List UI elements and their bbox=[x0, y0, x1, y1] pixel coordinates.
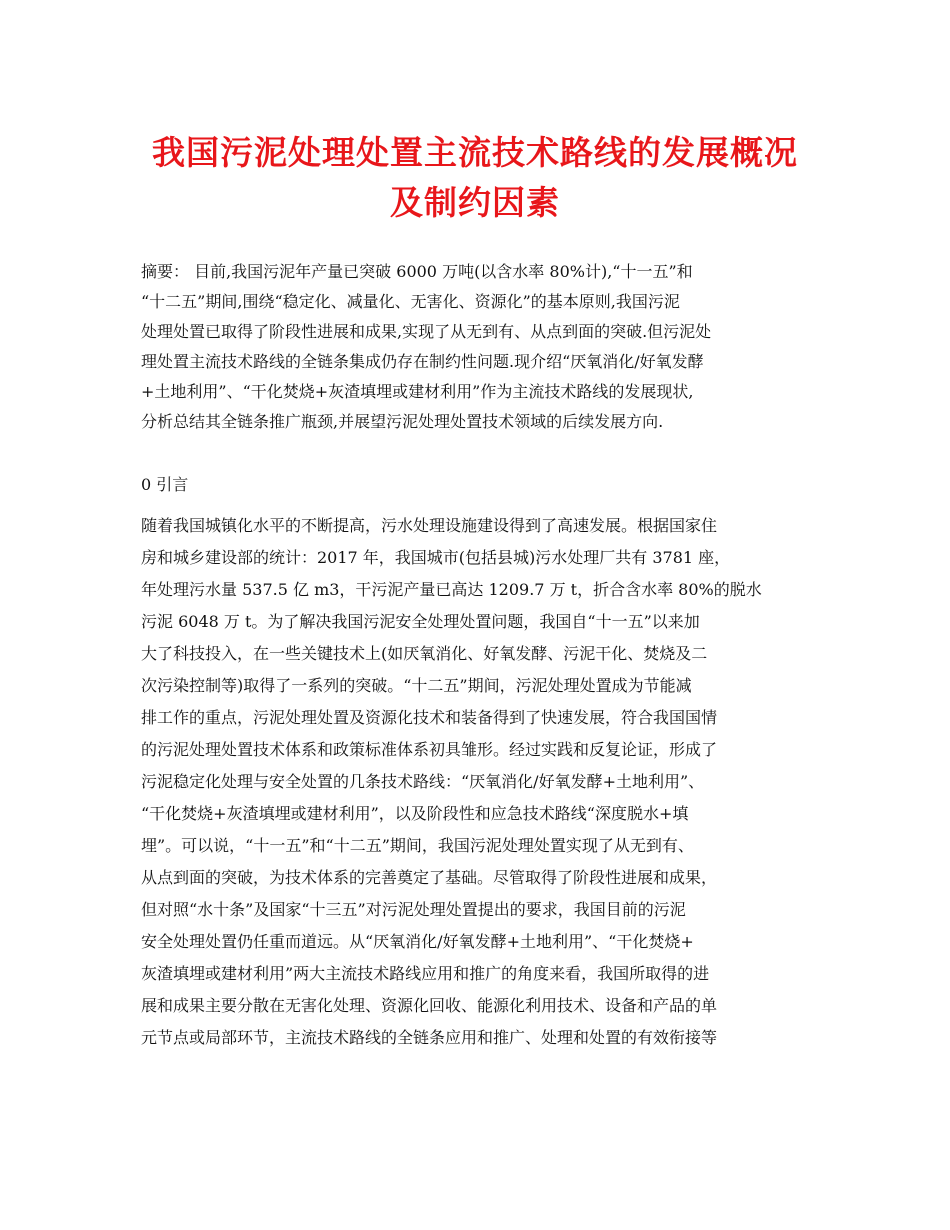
document-title bbox=[100, 128, 850, 228]
body-line: 大了科技投入，在一些关键技术上(如厌氧消化、好氧发酵、污泥干化、焚烧及二 bbox=[141, 644, 708, 663]
body-line: 埋”。可以说，“十一五”和“十二五”期间，我国污泥处理处置实现了从无到有、 bbox=[141, 836, 694, 855]
abstract-line: 分析总结其全链条推广瓶颈,并展望污泥处理处置技术领域的后续发展方向. bbox=[141, 412, 664, 431]
body-line: 年处理污水量 537.5 亿 m3，干污泥产量已高达 1209.7 万 t，折合含水率 80%的脱水 bbox=[141, 580, 762, 599]
body-line: 污泥 6048 万 t。为了解决我国污泥安全处理处置问题，我国自“十一五”以来加 bbox=[141, 612, 700, 631]
body-line: 次污染控制等)取得了一系列的突破。“十二五”期间，污泥处理处置成为节能减 bbox=[141, 676, 692, 695]
abstract bbox=[141, 257, 821, 437]
body-line: 污泥稳定化处理与安全处置的几条技术路线：“厌氧消化/好氧发酵+土地利用”、 bbox=[141, 772, 705, 791]
body-line: “干化焚烧+灰渣填埋或建材利用”，以及阶段性和应急技术路线“深度脱水+填 bbox=[141, 804, 689, 823]
body-line: 展和成果主要分散在无害化处理、资源化回收、能源化利用技术、设备和产品的单 bbox=[141, 996, 718, 1015]
body-line: 房和城乡建设部的统计：2017 年，我国城市(包括县城)污水处理厂共有 3781 座， bbox=[141, 548, 731, 567]
body-text bbox=[141, 510, 831, 1054]
title-line: 及制约因素 bbox=[390, 183, 560, 222]
abstract-line: 理处置主流技术路线的全链条集成仍存在制约性问题.现介绍“厌氧消化/好氧发酵 bbox=[141, 352, 704, 371]
title-line: 我国污泥处理处置主流技术路线的发展概况 bbox=[152, 133, 798, 172]
body-line: 灰渣填埋或建材利用”两大主流技术路线应用和推广的角度来看，我国所取得的进 bbox=[141, 964, 710, 983]
body-line: 的污泥处理处置技术体系和政策标准体系初具雏形。经过实践和反复论证，形成了 bbox=[141, 740, 718, 759]
body-line: 元节点或局部环节，主流技术路线的全链条应用和推广、处理和处置的有效衔接等 bbox=[141, 1028, 718, 1047]
body-line: 随着我国城镇化水平的不断提高，污水处理设施建设得到了高速发展。根据国家住 bbox=[141, 516, 718, 535]
body-line: 排工作的重点，污泥处理处置及资源化技术和装备得到了快速发展，符合我国国情 bbox=[141, 708, 718, 727]
body-line: 安全处理处置仍任重而道远。从“厌氧消化/好氧发酵+土地利用”、“干化焚烧+ bbox=[141, 932, 694, 951]
abstract-line: 摘要： 目前,我国污泥年产量已突破 6000 万吨(以含水率 80%计),“十一五”和 bbox=[141, 262, 693, 281]
abstract-line: “十二五”期间,围绕“稳定化、减量化、无害化、资源化”的基本原则,我国污泥 bbox=[141, 292, 680, 311]
abstract-line: +土地利用”、“干化焚烧+灰渣填埋或建材利用”作为主流技术路线的发展现状, bbox=[141, 382, 694, 401]
body-line: 但对照“水十条”及国家“十三五”对污泥处理处置提出的要求，我国目前的污泥 bbox=[141, 900, 686, 919]
body-line: 从点到面的突破，为技术体系的完善奠定了基础。尽管取得了阶段性进展和成果， bbox=[141, 868, 718, 887]
section-heading: 0 引言 bbox=[141, 475, 189, 494]
abstract-line: 处理处置已取得了阶段性进展和成果,实现了从无到有、从点到面的突破.但污泥处 bbox=[141, 322, 712, 341]
